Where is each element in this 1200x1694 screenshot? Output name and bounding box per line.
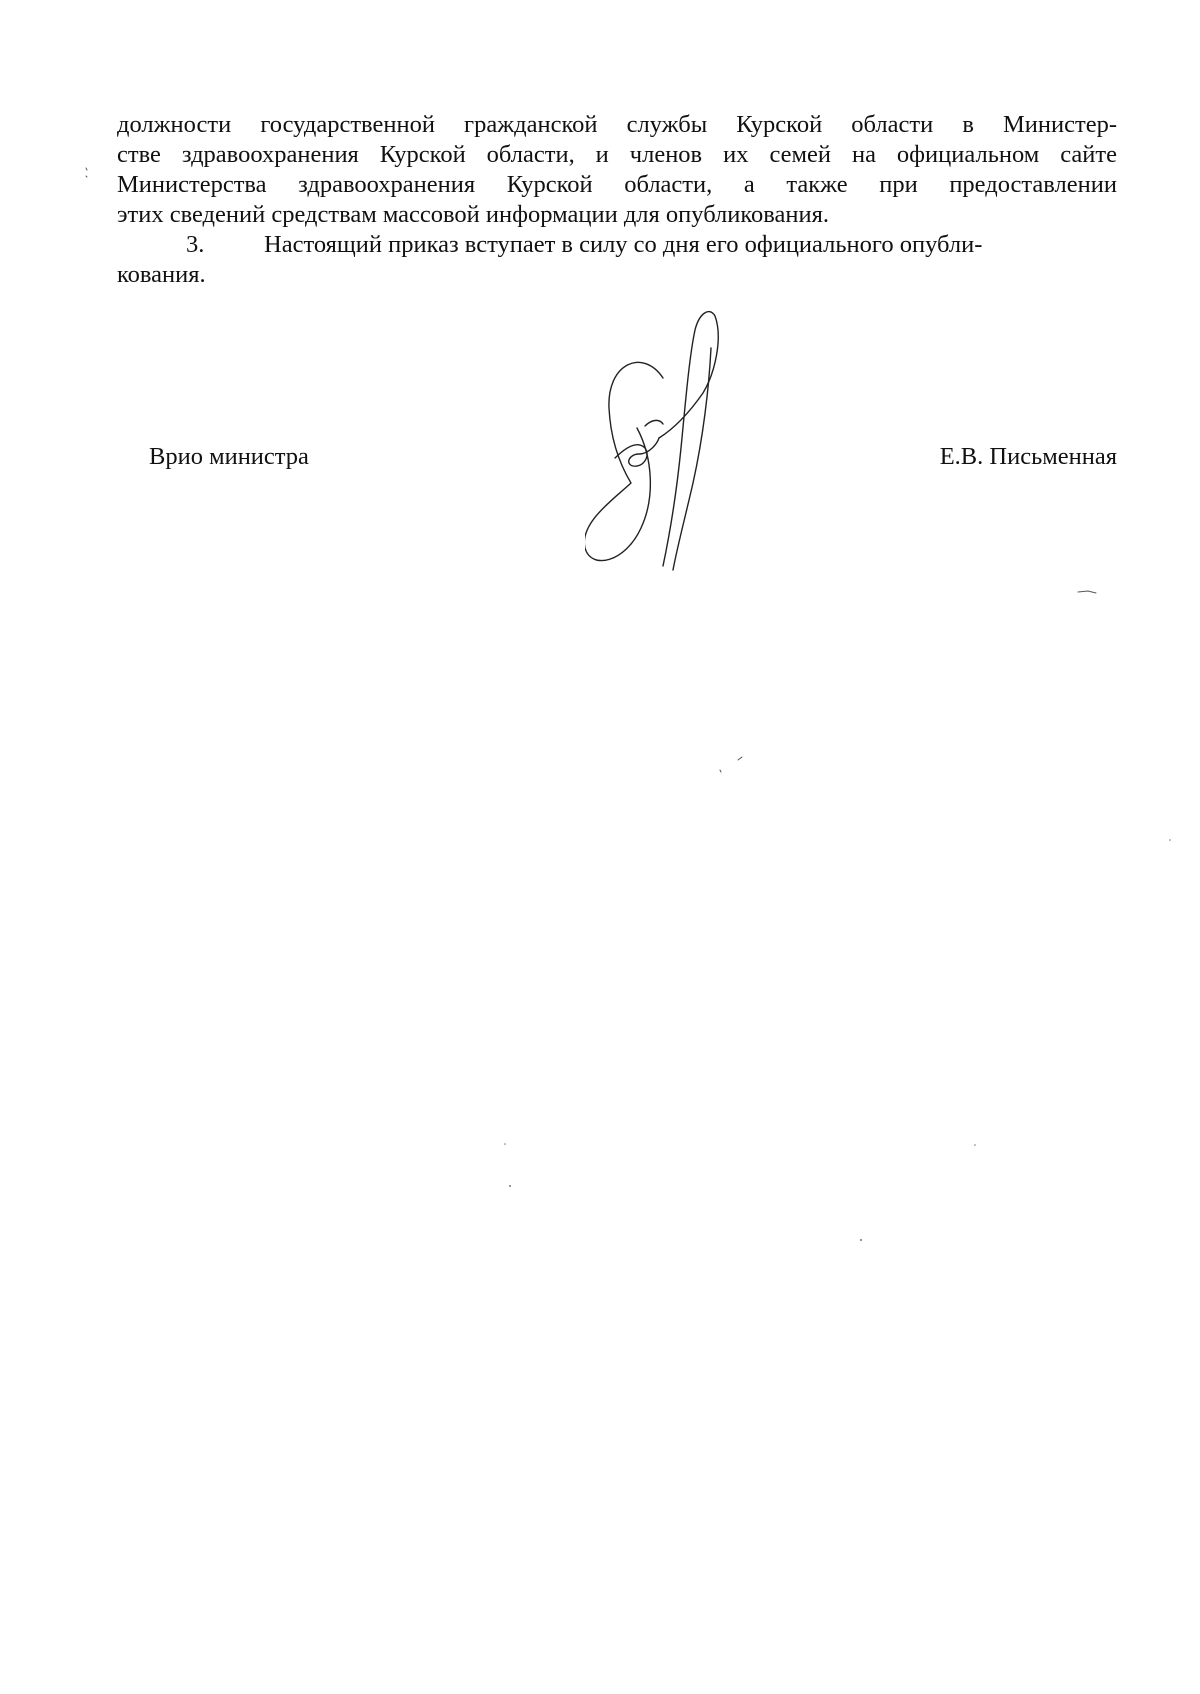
signer-position: Врио министра [149, 443, 309, 470]
document-body [117, 110, 1117, 290]
signer-name: Е.В. Письменная [939, 443, 1117, 470]
item-3-text: Настоящий приказ вступает в силу со дня его официального опубли- [264, 231, 983, 258]
item-3-first-line [117, 230, 1117, 260]
paragraph-line-2: стве здравоохранения Курской области, и членов их семей на официальном сайте [117, 141, 1117, 168]
item-3-second-line: кования. [117, 261, 206, 288]
paragraph-line-4: этих сведений средствам массовой информации для опубликования. [117, 201, 830, 228]
signature-icon [585, 308, 795, 573]
paragraph-line-3: Министерства здравоохранения Курской области, а также при предоставлении [117, 171, 1117, 198]
paragraph-line-1: должности государственной гражданской службы Курской области в Министер- [117, 111, 1117, 138]
item-number: 3. [186, 231, 205, 258]
